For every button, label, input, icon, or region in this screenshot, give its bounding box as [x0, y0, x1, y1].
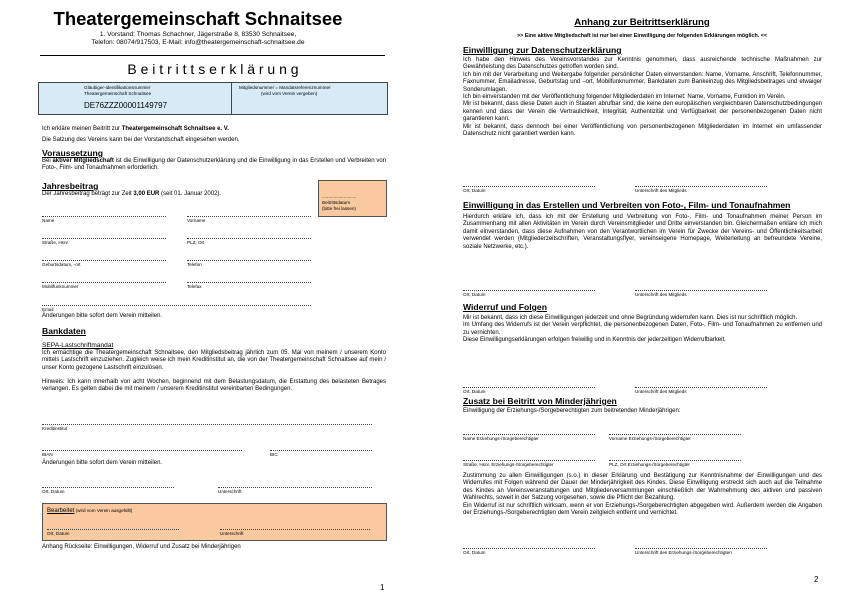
org-title: Theatergemeinschaft Schnaitsee: [53, 8, 343, 29]
guardian-zip-line[interactable]: [609, 460, 741, 461]
revoke-place-date-line[interactable]: [463, 387, 595, 388]
changes-note-1: Änderungen bitte sofort dem Verein mitteilen.: [42, 313, 163, 319]
attachment-note: Anhang Rückseite: Einwilligungen, Widerruf und Zusatz bei Minderjährigen: [42, 544, 241, 550]
zip-label: PLZ, Ort: [187, 240, 205, 245]
zip-line[interactable]: [187, 238, 311, 239]
media-text: Hierdurch erkläre ich, dass ich mit der Erstellung und Verbreitung von Foto-, Film- und Tonaufnahmen meiner Person im Zusammenhang mit allen Aktivitäten im Verein durch Vereinsmitglieder und Dritte einverstanden bin. Gleichermaßen erkläre ich mich damit einverstanden, dass diese Aufnahmen von den Verantwortlichen im Verein für Zwecke der Vereins- und Öffentlichkeitsarbeit verwendet werden (Mitgliederzeitschriften, Veranstaltungsflyer, vereinseigene Homepage, Weiterleitung an befreundete Vereine, soziale Netzwerke, etc.).: [463, 214, 822, 250]
firstname-label: Vorname: [187, 218, 206, 223]
changes-note-2: Änderungen bitte sofort dem Verein mitteilen.: [42, 460, 163, 466]
minor-paragraph-1: Zustimmung zu allen Einwilligungen (s.o.) in dieser Erklärung und Bestätigung zur Kenntnisnahme der Einwilligungen und des Widerrufes mit Folgen während der Dauer der Minderjährigkeit des Kindes. Diese Einwilligung erstreckt sich auch auf die Teilnahme des Kindes an Vereinsveranstaltungen und Mitgliederversammlungen einschließlich der Wahrnehmung des aktiven und passiven Wahlrechts, soweit in der Satzung vorgesehen, sowie die Pflicht der Bezahlung.: [463, 473, 822, 502]
page-number-2: 2: [814, 575, 819, 584]
revoke-place-date-label: Ort, Datum: [463, 389, 486, 394]
mandate-label-2: (wird vom Verein vergeben): [261, 91, 318, 96]
entry-date-dots: ...........................: [322, 194, 357, 199]
birth-label: Geburtsdatum, -ort: [42, 262, 81, 267]
guardian-signature-label: Unterschrift des Erziehungs-/Sorgeberechtigten: [635, 550, 732, 555]
privacy-place-date-line[interactable]: [463, 186, 595, 187]
entry-date-note: (bitte frei lassen): [322, 206, 356, 211]
phone-line[interactable]: [187, 260, 311, 261]
entry-date-label: Beitrittsdatum: [322, 200, 351, 205]
email-label: Email: [42, 307, 54, 312]
iban-line[interactable]: [42, 450, 242, 451]
creditor-label-1: Gläubiger-Identifikationsnummer: [84, 85, 151, 90]
signature-label: Unterschrift: [218, 489, 242, 494]
firstname-line[interactable]: [187, 216, 311, 217]
bank-label: Kreditinstitut: [42, 426, 68, 431]
privacy-paragraph-5: Mir ist bekannt, dass dennoch bei einer Veröffentlichung von personenbezogenen Mitgliederdaten im Internet ein umfassender Datenschutz nicht garantiert werden kann.: [463, 123, 822, 138]
bic-label: BIC: [270, 452, 278, 457]
privacy-paragraph-1: Ich habe den Hinweis des Vereinsvorstandes zur Kenntnis genommen, dass ausreichende technische Maßnahmen zur Gewährleistung des Datenschutzes getroffen worden sind.: [463, 57, 822, 71]
birth-line[interactable]: [42, 260, 166, 261]
revoke-text: [463, 315, 822, 345]
address-line: 1. Vorstand: Thomas Schachner, Jägerstraße 8, 83530 Schnaitsee,: [99, 31, 297, 38]
requirement-heading: Voraussetzung: [42, 148, 103, 158]
fax-line[interactable]: [187, 282, 311, 283]
street-line[interactable]: [42, 238, 166, 239]
revoke-heading: Widerruf und Folgen: [463, 302, 547, 312]
media-place-date-label: Ort, Datum: [463, 292, 486, 297]
processed-place-date-line: [47, 529, 179, 530]
mandate-label-1: Mitgliedsnummer = Mandatsreferenznummer: [239, 85, 331, 90]
media-heading: Einwilligung in das Erstellen und Verbreiten von Foto-, Film- und Tonaufnahmen: [463, 200, 791, 210]
sepa-text: Ich ermächtige die Theatergemeinschaft Schnaitsee, den Mitgliedsbeitrag jährlich zum 05. Mai von meinem / unserem Konto mittels Lastschrift einzuziehen. Zugleich weise ich mein Kreditinstitut an, die von der Theatergemeinschaft Schnaitsee auf mein / unser Konto gezogene Lastschrift einzulösen.: [42, 350, 386, 371]
appendix-title: Anhang zur Beitrittserklärung: [574, 17, 710, 28]
fee-text: Der Jahresbeitrag beträgt zur Zeit 3,00 EUR (seit 01. Januar 2002).: [42, 191, 222, 197]
bic-line[interactable]: [270, 450, 372, 451]
guardian-name-label: Name Erziehungs-/Sorgeberechtigter: [463, 436, 539, 441]
sepa-heading: SEPA-Lastschriftmandat: [42, 342, 114, 349]
guardian-zip-label: PLZ, Ort Erziehungs-/Sorgeberechtigter: [609, 462, 690, 467]
processed-signature-label: Unterschrift: [220, 531, 244, 536]
revoke-signature-label: Unterschrift des Mitglieds: [635, 389, 687, 394]
header-divider: [40, 55, 385, 56]
privacy-text: [463, 57, 822, 138]
guardian-signature-line[interactable]: [635, 548, 767, 549]
processed-place-date-label: Ort, Datum: [47, 531, 70, 536]
media-signature-label: Unterschrift des Mitglieds: [635, 292, 687, 297]
name-label: Name: [42, 218, 55, 223]
page-number-1: 1: [380, 583, 385, 592]
revoke-signature-line[interactable]: [635, 387, 767, 388]
creditor-id: DE76ZZZ00001149797: [84, 101, 168, 110]
privacy-signature-line[interactable]: [635, 186, 767, 187]
email-line[interactable]: [42, 305, 311, 306]
privacy-paragraph-4: Mir ist bekannt, dass diese Daten auch in Staaten abrufbar sind, die keine den europäischen vergleichbaren Datenschutzbedingungen kennen und dass der Verein die Vertraulichkeit, Integrität, Authentizität und Verfügbarkeit der personenbezogenen Daten nicht garantieren kann.: [463, 101, 822, 123]
creditor-label-2: Theatergemeinschaft Schnaitsee: [84, 91, 152, 96]
minor-intro: Einwilligung der Erziehungs-/Sorgeberechtigten zum beitretenden Minderjährigen:: [463, 408, 681, 414]
guardian-firstname-label: Vorname Erziehungs-/Sorgeberechtigter: [609, 436, 691, 441]
minor-text: [463, 473, 822, 517]
guardian-place-date-label: Ort, Datum: [463, 550, 486, 555]
revoke-paragraph-1: Mir ist bekannt, dass ich diese Einwilligungen jederzeit und ohne Begründung widerrufen kann. Dies ist nur schriftlich möglich.: [463, 315, 798, 321]
privacy-place-date-label: Ort, Datum: [463, 188, 486, 193]
phone-label: Telefon: [187, 262, 202, 267]
fax-label: Telefax: [187, 284, 202, 289]
contact-line: Telefon: 08074/917503, E-Mail: info@theatergemeinschaft-schnaitsee.de: [91, 39, 305, 46]
iban-label: IBAN: [42, 452, 53, 457]
name-line[interactable]: [42, 216, 166, 217]
mobile-label: Mobilfunknummer: [42, 284, 79, 289]
hint-text: Hinweis: Ich kann innerhalb von acht Wochen, beginnend mit dem Belastungsdatum, die Erstattung des belasteten Betrages verlangen. Es gelten dabei die mit meinem / unserem Kreditinstitut vereinbarten Bedingungen.: [42, 379, 386, 393]
appendix-subtitle: >> Eine aktive Mitgliedschaft ist nur bei einer Einwilligung der folgenden Erklärungen möglich. <<: [516, 33, 768, 39]
guardian-place-date-line[interactable]: [463, 548, 595, 549]
fee-heading: Jahresbeitrag: [42, 181, 99, 191]
minor-paragraph-2: Ein Widerruf ist nur schriftlich wirksam, wenn er von Erziehungs-/Sorgeberechtigten abgegeben wird. Außerdem werden die Angaben der Erziehungs-/Sorgeberechtigten dem Verein zeitgleich entfernt und vernichtet.: [463, 502, 822, 517]
privacy-heading: Einwilligung zur Datenschutzerklärung: [463, 45, 622, 55]
guardian-street-line[interactable]: [463, 460, 595, 461]
membership-intro: Ich erkläre meinen Beitritt zur Theatergemeinschaft Schnaitsee e. V.: [42, 126, 229, 132]
privacy-paragraph-2: Ich bin mit der Verarbeitung und Weitergabe folgender persönlicher Daten einverstanden: Name, Vorname, Anschrift, Telefonnummer, Faxnummer, Emailadresse, Geburtstag und –ort, Mobilfunknummer, Bankdaten zum Bankeinzug des Mitgliedsbeitrages und etwaiger Sonderumlagen.: [463, 71, 822, 93]
minor-heading: Zusatz bei Beitritt von Minderjährigen: [463, 396, 617, 406]
bank-line[interactable]: [42, 424, 372, 425]
guardian-firstname-line[interactable]: [609, 434, 741, 435]
page-2: [429, 0, 855, 605]
revoke-paragraph-3: Diese Einwilligungserklärungen erfolgen freiwillig und in Kenntnis der jederzeitigen Widerrufbarkeit.: [463, 337, 726, 344]
revoke-paragraph-2: Im Umfang des Widerrufs ist der Verein verpflichtet, die personenbezogenen Daten, Foto-, Film- und Tonaufnahmen zu entfernen und zu vernichten.: [463, 322, 822, 336]
privacy-paragraph-3: Ich bin einverstanden mit der Veröffentlichung folgender Mitgliederdaten im Internet: Name, Vorname, Funktion im Verein.: [463, 94, 786, 101]
street-label: Straße, Hsnr.: [42, 240, 70, 245]
bank-heading: Bankdaten: [42, 326, 86, 336]
place-date-label: Ort, Datum: [42, 489, 65, 494]
guardian-name-line[interactable]: [463, 434, 595, 435]
statute-text: Die Satzung des Vereins kann bei der Vorstandschaft eingesehen werden.: [42, 137, 240, 143]
privacy-signature-label: Unterschrift des Mitglieds: [635, 188, 687, 193]
guardian-street-label: Straße, Hsnr. Erziehungs-/Sorgeberechtigter: [463, 462, 554, 467]
processed-signature-line: [220, 529, 370, 530]
media-signature-line[interactable]: [635, 290, 767, 291]
processed-label: Bearbeitet (wird vom Verein ausgefüllt): [47, 508, 133, 514]
form-title: B e i t r i t t s e r k l ä r u n g: [127, 61, 299, 77]
media-place-date-line[interactable]: [463, 290, 595, 291]
signature-line[interactable]: [218, 487, 372, 488]
mobile-line[interactable]: [42, 282, 166, 283]
requirement-text: Bei aktiver Mitgliedschaft ist die Einwilligung der Datenschutzerklärung und die Einwilligung in das Erstellen und Verbreiten von Foto-, Film- und Tonaufnahmen erforderlich.: [42, 158, 386, 172]
place-date-line[interactable]: [42, 487, 174, 488]
